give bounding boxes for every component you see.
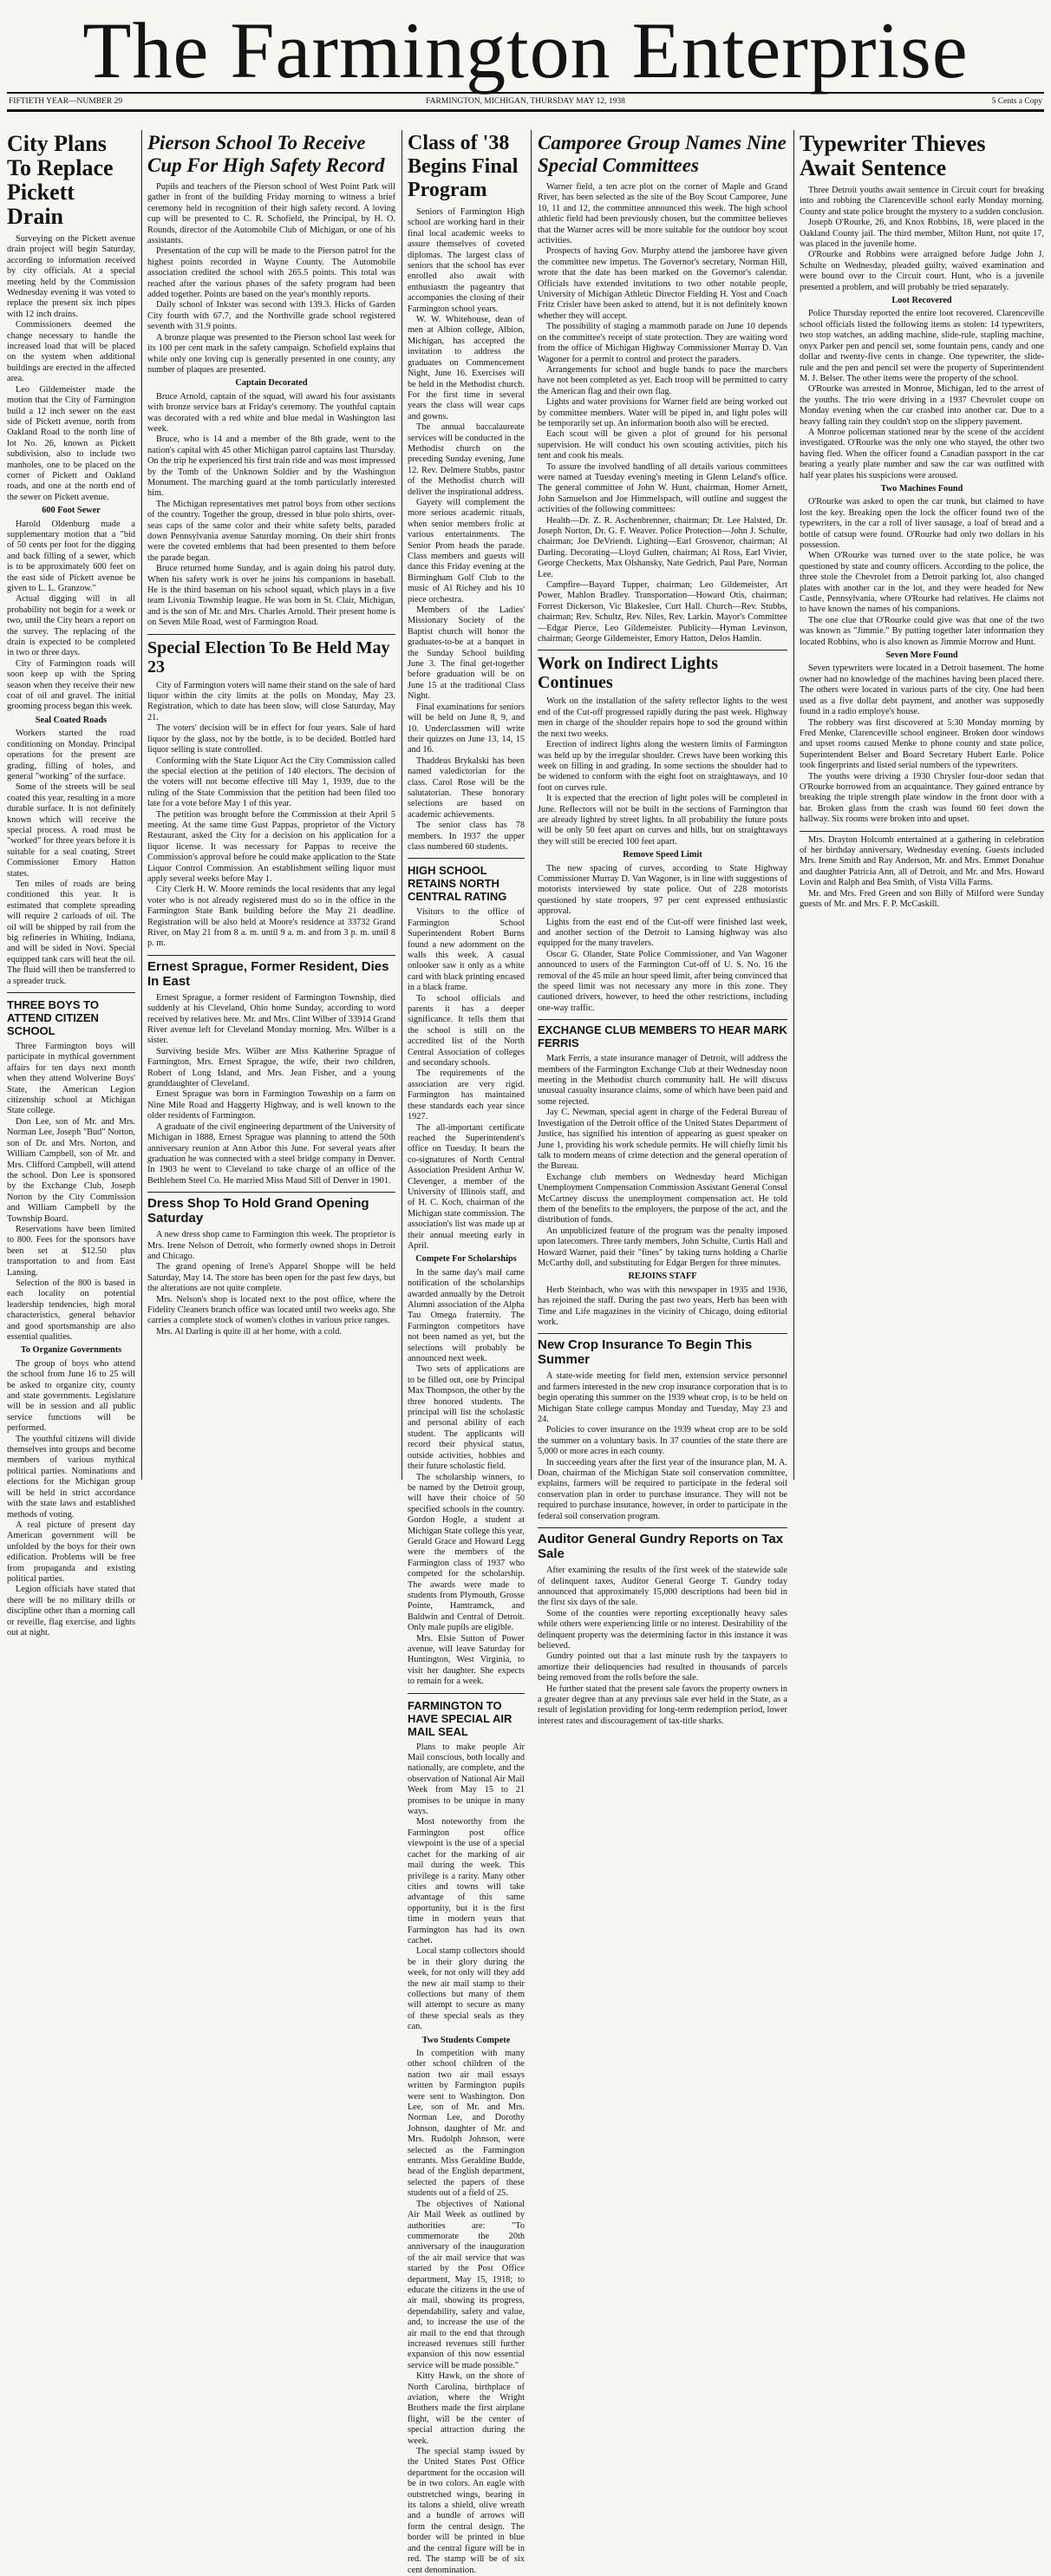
- article-paragraph: After examining the results of the first week of the statewide sale of delinquent taxes, Auditor General George T. Gundry today announced that approximately 15,000 descriptions had been bid in the first six days of the sale.: [538, 1566, 787, 1608]
- article-paragraph: Jay C. Newman, special agent in charge of the Federal Bureau of Investigation of the Detroit office of the United States Department of Justice, has signified his intention of appearing as guest speaker on June 1, providing his work schedule permits. He will chiefly limit his talk to modern means of crime detection and the general operation of the Bureau.: [538, 1108, 787, 1172]
- article-paragraph: Gayety will complement the more serious academic rituals, when senior members frolic at various entertainments. The Senior Prom heads the parade. Class members and guests will dance this Friday evening at the Birmingham Golf Club to the music of Al Richey and his 10 piece orchestra.: [408, 497, 525, 605]
- article-paragraph: Health—Dr. Z. R. Aschenbrenner, chairman; Dr. Lee Halsted, Dr. Joseph Norton, Dr. G. F. Weaver. Police Protection—John J. Schulte, chairman; Joe DeVriendt. Lighting—Earl Grosvenor, chairman; Al Darling. Decorating—Lloyd Gulten, chairman; Al Ross, Earl Vivier, George Checketts, Max Olshansky, Nate Gedrich, Paul Pare, Norman Lee.: [538, 515, 787, 579]
- article-paragraph: Plans to make people Air Mail conscious, both locally and nationally, are complete, and the observation of National Air Mail Week from May 15 to 21 promises to be unique in many ways.: [408, 1742, 525, 1817]
- article-paragraph: The robbery was first discovered at 5:30 Monday morning by Fred Menke, Clarenceville school engineer. Broken door windows and upset rooms caused Menke to phone county and state police, Superintendent Belser and Board Secretary Hubert Earle. Police took fingerprints and listed serial numbers of the typewriters.: [800, 717, 1044, 771]
- article-paragraph: Visitors to the office of Farmington School Superintendent Robert Burns found a new adornment on the walls this week. A casual onlooker saw it only as a white card with black printing encased in a black frame.: [408, 907, 525, 993]
- article-paragraph: Bruce, who is 14 and a member of the 8th grade, went to the nation's capital with 45 other Michigan patrol captains last Thursday. On the trip he experienced his first train ride and was most impressed by the Tomb of the Unknown Soldier and by the Washington Monument. The marching guard at the tomb particularly interested him.: [147, 435, 395, 499]
- headline-ernest-sprague: Ernest Sprague, Former Resident, Dies In East: [147, 955, 395, 989]
- subheading: Two Machines Found: [880, 483, 963, 494]
- article-paragraph: A graduate of the civil engineering department of the University of Michigan in 1888, Ernest Sprague was planning to attend the 50th anniversary reunion at Ann Arbor this June. For several years after graduation he was connected with a steel bridge company in Denver. In 1903 he went to Cleveland to take charge of an office of the Bethlehem Steel Co. He married Miss Maud Sill of Denver in 1901.: [147, 1121, 395, 1186]
- article-paragraph: The annual baccalaureate services will be conducted in the Methodist church on the preceding Sunday evening, June 12. Rev. Delmere Stubbs, pastor of the Methodist church will deliver the inspirational address.: [408, 422, 525, 497]
- article-paragraph: The youthful citizens will divide themselves into groups and become members of various mythical political parties. Nominations and elections for the Michigan group will be held in strict accordance with the state laws and established methods of voting.: [7, 1434, 135, 1520]
- article-paragraph: Lights from the east end of the Cut-off were finished last week, and another section of the Detroit to Lansing highway was also equipped for the many travelers.: [538, 917, 787, 949]
- article-paragraph: The special stamp issued by the United States Post Office department for the occasion will be in two colors. An eagle with outstretched wings, bearing in its talons a shield, olive wreath and a bundle of arrows will form the central design. The border will be printed in blue and the central figure will be in red. The stamp will be of six cent denomination.: [408, 2447, 525, 2575]
- article-paragraph: The grand opening of Irene's Apparel Shoppe will be held Saturday, May 14. The store has been open for the past few days, but the alterations are not quite complete.: [147, 1262, 395, 1294]
- article-paragraph: Legion officials have stated that there will be no military drills or discipline other than a morning call or reveille, flag exercise, and lights out at night.: [7, 1585, 135, 1638]
- article-paragraph: Oscar G. Olander, State Police Commissioner, and Van Wagoner announced to users of the Farmington Cut-off of U. S. No. 16 the removal of the 45 mile an hour speed limit, after being convinced that the speed limit was not necessary any more in this zone. They cautioned drivers, however, to heed the other restrictions, including one-way traffic.: [538, 949, 787, 1013]
- article-paragraph: Final examinations for seniors will be held on June 8, 9, and 10. Underclassmen will write their quizzes on June 13, 14, 15 and 16.: [408, 702, 525, 755]
- article-paragraph: Bruce Arnold, captain of the squad, will award his four assistants with bronze service bars at Friday's ceremony. The youthful captain was decorated with a red white and blue medal in Washington last week.: [147, 391, 395, 434]
- article-paragraph: A state-wide meeting for field men, extension service personnel and farmers interested in the new crop insurance corporation that is to begin operating this summer on the 1939 wheat crop, is to be held on Michigan State college campus Monday and Tuesday, May 23 and 24.: [538, 1371, 787, 1425]
- article-paragraph: Thaddeus Brykalski has been named valedictorian for the class. Carol Rose will be the salutatorian. These honorary selections are based on academic achievements.: [408, 755, 525, 820]
- article-paragraph: Surveying on the Pickett avenue drain project will begin Saturday, according to information received by city officials. At a special meeting held by the Commission Wednesday evening it was voted to replace the present six inch pipes with 12 inch drains.: [7, 234, 135, 319]
- article-paragraph: The objectives of National Air Mail Week as outlined by authorities are: "To commemorate the 20th anniversary of the inauguration of the air mail service that was started by the Post Office department, May 15, 1918; to educate the citizens in the use of air mail, showing its progress, dependability, safety and value, and, to increase the use of the air mail to the end that through increased revenues still further expansion of this now essential service will be made possible.": [408, 2199, 525, 2370]
- article-paragraph: Workers started the road conditioning on Monday. Principal operations for the present are grading, filling of holes, and general "working" of the surface.: [7, 729, 135, 781]
- article-paragraph: The all-important certificate reached the Superintendent's office on Tuesday. It bears the co-signatures of North Central Association President Arthur W. Clevenger, a member of the University of Illinois staff, and of H. C. Koch, chairman of the Michigan state commission. The association's list was made up at their annual meeting early in April.: [408, 1122, 525, 1251]
- subheading: Remove Speed Limit: [623, 850, 702, 860]
- article-paragraph: City of Farmington roads will soon keep up with the Spring season when they receive their new coat of oil and gravel. The initial grooming process began this week.: [7, 658, 135, 712]
- article-paragraph: Ten miles of roads are being conditioned this year. It is estimated that complete spreading will require 2 carloads of oil. The oil will be shipped by rail from the big refineries in Whiting, Indiana, and will be sided in Novi. Special equipped tank cars will heat the oil. The fluid will then be transferred to a spreader truck.: [7, 879, 135, 986]
- article-paragraph: It is expected that the erection of light poles will be completed in June. Reflectors will not be built in the sections of Farmington that are already lighted by street lights. In all probability the future posts will be only 50 feet apart on curves and hills, but on straightaways they will still be erected 100 feet apart.: [538, 794, 787, 847]
- article-paragraph: Conforming with the State Liquor Act the City Commission called the special election at the petition of 140 electors. The decision of the voters will not become effective till May 1, 1939, due to the ruling of the State Commission that the petition had been filed too late for a vote before May 1 of this year.: [147, 755, 395, 809]
- article-paragraph: Some of the counties were reporting exceptionally heavy sales while others were experiencing little or no interest. Desirability of the delinquent property was the determining factor in this instance it was believed.: [538, 1608, 787, 1651]
- article-paragraph: In succeeding years after the first year of the insurance plan, M. A. Doan, chairman of the Michigan State soil conservation committee, explains, farmers will be required to participate in the federal soil conservation plan in order to purchase insurance. They will not be required to purchase insurance, however, in order to participate in the federal soil conservation program.: [538, 1457, 787, 1521]
- masthead-rule-bottom: [7, 109, 1044, 112]
- headline-tax-sale: Auditor General Gundry Reports on Tax Sale: [538, 1527, 787, 1561]
- article-paragraph: The youths were driving a 1930 Chrysler four-door sedan that O'Rourke borrowed from an acquaintance. They gained entrance by breaking the triple strength plate window in the front door with a bar. Broken glass from the crash was found 60 feet down the hallway. Six rooms were broken into and upset.: [800, 771, 1044, 825]
- newspaper-title: The Farmington Enterprise: [82, 6, 969, 95]
- article-paragraph: When O'Rourke was turned over to the state police, he was questioned by state and county officers. According to the police, the three stole the Chevrolet from a Detroit parking lot, also changed plates with another car in the lot, and they were headed for New Castle, Pennsylvania, where O'Rourke had relatives. He claims not to have known the names of his companions.: [800, 551, 1044, 615]
- subheading: To Organize Governments: [20, 1345, 122, 1356]
- article-paragraph: City Clerk H. W. Moore reminds the local residents that any legal voter who is not already registered must do so in the office in the Farmington State Bank building before the May 21 deadline. Registration will be also held at Moore's residence at 33732 Grand River, on May 21 from 8 a. m. until 9 a. m. and from 3 p. m. until 8 p. m.: [147, 885, 395, 949]
- article-paragraph: A new dress shop came to Farmington this week. The proprietor is Mrs. Irene Nelson of Detroit, who formerly owned shops in Detroit and Chicago.: [147, 1230, 395, 1261]
- column-1: [7, 130, 135, 1638]
- headline-crop-insurance: New Crop Insurance To Begin This Summer: [538, 1333, 787, 1367]
- article-separator: [408, 1693, 525, 1694]
- article-paragraph: The one clue that O'Rourke could give was that one of the two was known as "Jimmie." By putting together later information they located Robbins, who is also known as Jimmie Morrow and Hunt.: [800, 615, 1044, 647]
- article-paragraph: Warner field, a ten acre plot on the corner of Maple and Grand River, has been selected as the site of the Boy Scout Camporee, June 10, 11 and 12, the committee announced this week. The high school athletic field had been previously chosen, but the committee believes that the Warner acres will be more suitable for the outdoor boy scout activities.: [538, 182, 787, 246]
- article-paragraph: The requirements of the association are very rigid. Farmington has maintained these standards each year since 1927.: [408, 1069, 525, 1122]
- article-paragraph: W. W. Whitehouse, dean of men at Albion college, Albion, Michigan, has accepted the invitation to address the graduates on Commencement Night, June 16. Exercises will be held in the Methodist church. For the first time in several years the class will wear caps and gowns.: [408, 315, 525, 422]
- article-paragraph: Mr. and Mrs. Fred Green and son Billy of Milford were Sunday guests of Mr. and Mrs. F. P. McCaskill.: [800, 888, 1044, 909]
- article-paragraph: Actual digging will in all probability not begin for a week or two, until the City hears a report on the survey. The replacing of the drain is expected to be completed in two or three days.: [7, 594, 135, 658]
- article-paragraph: In the same day's mail came notification of the scholarships awarded annually by the Detroit Alumni association of the Alpha Tau Omega fraternity. The Farmington competitors have not been named as yet, but the selections will probably be announced next week.: [408, 1267, 525, 1364]
- article-separator: [800, 831, 1044, 832]
- article-paragraph: Two sets of applications are to be filled out, one by Principal Max Thompson, the other by the three honored students. The principal will list the scholastic and personal ability of each student. The applicants will record their physical status, outside activities, hobbies and their future scholastic field.: [408, 1364, 525, 1472]
- article-paragraph: To assure the involved handling of all details various committees were named at Tuesday evening's meeting in Glenn Leland's office. The general committee of John W. Hunt, chairman, Homer Arnett, John Samuelson and Joe Himmelspach, will outline and suggest the activities of the following committees:: [538, 461, 787, 515]
- subheading: Seal Coated Roads: [35, 715, 108, 725]
- column-3: [408, 130, 525, 2575]
- dateline: FARMINGTON, MICHIGAN, THURSDAY MAY 12, 1938: [426, 97, 625, 106]
- article-paragraph: Reservations have been limited to 800. Fees for the sponsors have been set at $12.50 plus transportation to and from East Lansing.: [7, 1224, 135, 1278]
- article-paragraph: Each scout will be given a plot of ground for his personal supervision. He will conduct his own scouting activities, pitch his tent and cook his meals.: [538, 429, 787, 461]
- article-separator: [7, 992, 135, 993]
- article-paragraph: Some of the streets will be seal coated this year, resulting in a more durable surface. It is not definitely known which will receive the special process. A road must be "worked" for three years before it is suitable for a seal coating, Street Commissioner Emory Hatton states.: [7, 782, 135, 879]
- article-paragraph: City of Farmington voters will name their stand on the sale of hard liquor within the city limits at the polls on Monday, May 23. Registration, which to date has been slow, will close Saturday, May 21.: [147, 680, 395, 722]
- subheading: Seven More Found: [885, 651, 958, 661]
- column-divider: [531, 130, 532, 1480]
- article-paragraph: Seven typewriters were located in a Detroit basement. The home owner had no knowledge of the machines having been placed there. The others were located in various parts of the city. One had been used as a five dollar debt payment, and another was supposedly found in a radio employe's house.: [800, 664, 1044, 717]
- article-paragraph: The possibility of staging a mammoth parade on June 10 depends on the committee's receipt of state protection. They are waiting word from the office of Michigan Highway Commissioner Murray D. Van Wagoner for a permit to control and protect the paraders.: [538, 322, 787, 364]
- article-paragraph: Work on the installation of the safety reflector lights to the west end of the Cut-off progressed rapidly during the past week. Highway men in charge of the shoulder repairs hope to sod the ground within the next two weeks.: [538, 696, 787, 739]
- headline-north-central: HIGH SCHOOL RETAINS NORTH CENTRAL RATING: [408, 864, 507, 904]
- article-paragraph: To school officials and parents it has a deeper significance. It tells them that the school is still on the accredited list of the North Central Association of colleges and secondary schools.: [408, 993, 525, 1069]
- article-paragraph: Members of the Ladies' Missionary Society of the Baptist church will honor the graduates-to-be at a banquet in the Sunday School building June 3. The final get-together before graduation will be on June 15 at the traditional Class Night.: [408, 605, 525, 702]
- headline-dress-shop: Dress Shop To Hold Grand Opening Saturday: [147, 1192, 395, 1226]
- column-5: [800, 130, 1044, 1480]
- article-paragraph: Kitty Hawk, on the shore of North Carolina, birthplace of aviation, where the Wright Brothers made the first airplane flight, will be the center of special attraction during the week.: [408, 2371, 525, 2446]
- article-paragraph: The new spacing of curves, according to State Highway Commissioner Murray D. Van Wagoner, is in line with suggestions of motorists interviewed by state police. Out of 228 motorists questioned by state troopers, 97 per cent expressed enthusiastic approval.: [538, 863, 787, 917]
- column-2: [147, 130, 395, 1480]
- article-paragraph: In competition with many other school children of the nation two air mail essays written by Farmington pupils were sent to Washington. Don Lee, son of Mr. and Mrs. Norman Lee, and Dorothy Johnson, daughter of Mr. and Mrs. Rudolph Johnson, were selected as the Farmington entrants. Miss Geraldine Budde, head of the English department, selected the papers of these students out of a field of 25.: [408, 2049, 525, 2199]
- article-paragraph: Prospects of having Gov. Murphy attend the jamboree have given the committee new impetus. The Governor's secretary, Norman Hill, wrote that the date has been marked on the Governor's calendar. Officials have extended invitations to two other notable people, University of Michigan Athletic Director Fielding H. Yost and Coach Fritz Crisler have been asked to attend, but it is not definitely known whether they will accept.: [538, 246, 787, 321]
- article-paragraph: Policies to cover insurance on the 1939 wheat crop are to be sold the summer on a voluntary basis. In 37 counties of the state there are 5,000 or more acres in each county.: [538, 1425, 787, 1457]
- article-paragraph: Presentation of the cup will be made to the Pierson patrol for the highest points recorded in Wayne County. The Automobile association credited the school with 265.5 points. This total was reached after the various phases of the safety program had been added together. Points are based on the year's monthly reports.: [147, 246, 395, 300]
- article-paragraph: O'Rourke and Robbins were arraigned before Judge John J. Schulte on Wednesday, pleaded guilty, waived examination and were bound over to the Circuit court. Hunt, who is a juvenile presented a problem, and will probably be tried separately.: [800, 250, 1044, 292]
- article-paragraph: The scholarship winners, to be named by the Detroit group, will have their choice of 50 specified schools in the country. Gordon Hogle, a student at Michigan State college this year, Gerald Grace and Howard Legg were the members of the Farmington class of 1937 who competed for the scholarship. The awards were made to students from Plymouth, Grosse Pointe, Hamtramck, and Baldwin and Central of Detroit. Only male pupils are eligible.: [408, 1472, 525, 1633]
- headline-typewriter-thieves: Typewriter Thieves Await Sentence: [800, 131, 986, 180]
- article-paragraph: Mark Ferris, a state insurance manager of Detroit, will address the members of the Farmington Exchange Club at their Wednesday noon meeting in the Methodist church community hall. He will discuss unusual casualty insurance claims, some of which have been paid and some rejected.: [538, 1054, 787, 1107]
- column-divider: [793, 130, 794, 1480]
- headline-special-election: Special Election To Be Held May 23: [147, 634, 395, 677]
- article-paragraph: Joseph O'Rourke, 26, and Knox Robbins, 18, were placed in the Oakland County jail. The third member, Milton Hunt, not quite 17, was placed in the juvenile home.: [800, 218, 1044, 250]
- article-paragraph: Mrs. Elsie Sutton of Power avenue, will leave Saturday for Huntington, West Virginia, to visit her daughter. She expects to remain for a week.: [408, 1633, 525, 1687]
- article-paragraph: Gundry pointed out that a last minute rush by the taxpayers to amortize their delinquencies had resulted in thousands of parcels being removed from the rolls before the sale.: [538, 1651, 787, 1684]
- article-paragraph: An unpublicized feature of the program was the penalty imposed upon latecomers. Three tardy members, John Schulte, Curtis Hall and Howard Warner, paid their "fines" by taking turns holding a Charlie McCarthy doll, and substituting for Edgar Bergen for three minutes.: [538, 1226, 787, 1268]
- subheading: Two Students Compete: [421, 2035, 511, 2045]
- article-paragraph: Exchange club members on Wednesday heard Michigan Unemployment Compensation Commission Assistant General Consul McCartney discuss the unemployment compensation act. He told them of the benefits to the employers, the purpose of the act, and the distribution of funds.: [538, 1172, 787, 1226]
- article-paragraph: Arrangements for school and bugle bands to pace the marchers have not been completed as yet. Each troop will be permitted to carry the American flag and their own flag.: [538, 364, 787, 396]
- article-paragraph: Seniors of Farmington High school are working hard in their final local academic weeks to assure themselves of coveted diplomas. The largest class of seniors that the school has ever enrolled also await with enthusiasm the pageantry that accompanies the closing of their Farmington school years.: [408, 207, 525, 314]
- volume-number: FIFTIETH YEAR—NUMBER 29: [9, 97, 123, 106]
- subheading: REJOINS STAFF: [628, 1272, 697, 1282]
- headline-pickett-drain: City Plans To Replace Pickett Drain: [7, 131, 114, 229]
- article-paragraph: Erection of indirect lights along the western limits of Farmington was held up by the irregular shoulder. Crews have been working this week on filling in and grading. In some sections the shoulder had to be widened to conform with the eight foot on straightaways, and 10 foot on curves rule.: [538, 740, 787, 793]
- article-paragraph: Bruce returned home Sunday, and is again doing his patrol duty. When his safety work is over he joins his companions in baseball. He is the third baseman on his school squad, which plays in a five team Livonia Township league. He was born in St. Clair, Michigan, and is the son of Mr. and Mrs. Charles Arnold. Their present home is on Seven Mile Road, west of Farmington Road.: [147, 564, 395, 628]
- article-paragraph: Campfire—Bayard Tupper, chairman; Leo Gildemeister, Art Power, Mahlon Bradley. Transportation—Howard Otis, chairman; Forrest Dickerson, Vic Blakeslee, Curt Hall. Church—Rev. Stubbs, chairman; Rev. Schultz, Rev. Niles, Rev. Larkin. Mayor's Committee—Edgar Pierce, Leo Gildemeister. Publicity—Hyman Levinson, chairman; George Gildemeister, Emory Hatton, Delos Hamlin.: [538, 580, 787, 644]
- column-divider: [141, 130, 142, 1480]
- subheading: Loot Recovered: [891, 296, 952, 306]
- article-paragraph: A bronze plaque was presented to the Pierson school last week for its 100 per cent mark in the safety campaign. Schofield explains that while only one loving cup is generally presented in one county, any number of plaques are presented.: [147, 332, 395, 375]
- article-paragraph: Lights and water provisions for Warner field are being worked out by committee members. Water will be piped in, and light poles will be temporarily set up. An information booth also will be erected.: [538, 397, 787, 428]
- article-paragraph: Herb Steinbach, who was with this newspaper in 1935 and 1936, has rejoined the staff. During the past two years, Herb has been with Time and Life magazines in the vicinity of Chicago, doing editorial work.: [538, 1285, 787, 1327]
- article-paragraph: The senior class has 78 members. In 1937 the upper class numbered 60 students.: [408, 821, 525, 852]
- article-paragraph: Commissioners deemed the change necessary to handle the increased load that will be placed on the system when additional buildings are erected in the affected area.: [7, 320, 135, 384]
- article-paragraph: Three Detroit youths await sentence in Circuit court for breaking into and robbing the Clarenceville school early Monday morning. County and state police brought the mystery to a sudden conclusion.: [800, 186, 1044, 217]
- article-paragraph: Harold Oldenburg made a supplementary motion that a "bid of 50 cents per foot for the digging and back filling of a sewer, which is to be approximately 600 feet on the east side of Pickett avenue be given to L. L. Granzow.": [7, 519, 135, 593]
- headline-pierson-school: Pierson School To Receive Cup For High Safety Record: [147, 132, 385, 176]
- headline-citizen-school: THREE BOYS TO ATTEND CITIZEN SCHOOL: [7, 998, 99, 1038]
- article-paragraph: Most noteworthy from the Farmington post office viewpoint is the use of a special cachet for the marking of air mail during the week. This privilege is a rarity. Many other cities and towns will take advantage of this same opportunity, but it is the first time in modern years that Farmington has had its own cachet.: [408, 1817, 525, 1945]
- article-paragraph: O'Rourke was asked to open the car trunk, but claimed to have lost the key. Breaking open the lock the officer found two of the typewriters, in the car a roll of liver sausage, a loaf of bread and a bottle of catsup were found. O'Rourke had only two dollars in his possession.: [800, 497, 1044, 550]
- article-paragraph: Ernest Sprague was born in Farmington Township on a farm on Nine Mile Road and Haggerty Highway, and is well known to the older residents of Farmington.: [147, 1089, 395, 1121]
- article-separator: [408, 858, 525, 859]
- article-paragraph: Ernest Sprague, a former resident of Farmington Township, died suddenly at his Cleveland, Ohio home Sunday, according to word received by relatives here. Mr. and Mrs. Clint Wilber of 33914 Grand River avenue left for Cleveland Monday morning. Mrs. Wilber is a sister.: [147, 992, 395, 1046]
- column-divider: [401, 130, 402, 1480]
- masthead: [0, 0, 1051, 111]
- article-paragraph: The petition was brought before the Commission at their April 5 meeting. At the same time Gust Pappas, proprietor of the Victory Restaurant, asked the City for a decision on his application for a liquor license. It was necessary for Pappas to receive the Commission's approval before he could make application to the State Liquor Control Commission. An establishment selling liquor must apply several weeks before May 1.: [147, 809, 395, 884]
- column-4: [538, 130, 787, 1726]
- subheading: Compete For Scholarships: [415, 1254, 517, 1265]
- article-paragraph: Three Farmington boys will participate in mythical government affairs for ten days next month when they attend Wolverine Boys' State, the American Legion citizenship school at Michigan State college.: [7, 1042, 135, 1116]
- article-paragraph: A real picture of present day American government will be unfolded by the boys for their own edification. Problems will be free from propaganda and existing political parties.: [7, 1520, 135, 1584]
- article-paragraph: The group of boys who attend the school from June 16 to 25 will be asked to organize city, county and state governments. Legislature will be in session and all public service functions will be performed.: [7, 1358, 135, 1434]
- article-paragraph: Pupils and teachers of the Pierson school of West Point Park will gather in front of the building Friday morning to witness a brief ceremony held in recognition of their high safety record. A loving cup will be presented to C. R. Schofield, the Principal, by H. O. Rounds, director of the Automobile Club of Michigan, or one of his assistants.: [147, 182, 395, 246]
- article-paragraph: Mrs. Nelson's shop is located next to the post office, where the Fidelity Cleaners branch office was located until two weeks ago. She carries a complete stock of women's clothes in various price ranges.: [147, 1294, 395, 1326]
- article-paragraph: He further stated that the present sale favors the property owners in a greater degree than at any previous sale ever held in the State, as a result of legislation providing for long-term redemption period, lower interest rates and discouragement of tax-title sharks.: [538, 1684, 787, 1726]
- article-paragraph: Mrs. Al Darling is quite ill at her home, with a cold.: [156, 1326, 342, 1337]
- headline-camporee: Camporee Group Names Nine Special Committees: [538, 132, 787, 176]
- article-paragraph: The voters' decision will be in effect for four years. Sale of hard liquor by the glass, not by the bottle, is to be decided. Bottled hard liquor selling is state controlled.: [147, 723, 395, 755]
- article-paragraph: Mrs. Drayton Holcomb entertained at a gathering in celebration of her birthday anniversary, Wednesday evening. Guests included Mrs. Irene Smith and Ray Anderson, Mr. and Mrs. Emmet Donahue and daughter Patricia Ann, all of Detroit, and Mr. and Mrs. Howard Lovin and Ralph and Bea Smith, of Vista Villa Farms.: [800, 834, 1044, 888]
- article-paragraph: A Monroe policeman stationed near by the scene of the accident investigated. O'Rourke was the only one who stayed, the other two having fled. When the officer found a Canadian passport in the car bearing a yearly plate number and saw the car was outfitted with half year plates his suspicions were aroused.: [800, 427, 1044, 481]
- price: 5 Cents a Copy: [991, 97, 1042, 106]
- article-paragraph: Selection of the 800 is based in each locality on potential leadership tendencies, high moral characteristics, general behavior and good sportsmanship are also essential qualities.: [7, 1278, 135, 1342]
- article-paragraph: Daily school of Inkster was second with 139.3. Hicks of Garden City fourth with 67.7, and the Northville grade school registered seventh with 31.9 points.: [147, 300, 395, 332]
- article-paragraph: The Michigan representatives met patrol boys from other sections of the country. Together the group, dressed in blue polo shirts, over-seas caps of the same color and their white safety belts, paraded down Pennsylvania avenue Saturday morning. On their shirt fronts were the coveted emblems that had been presented to them before the parade began.: [147, 499, 395, 563]
- article-paragraph: Local stamp collectors should be in their glory during the week, for not only will they add the new air mail stamp to their collections but many of them will attempt to secure as many of these special seals as they can.: [408, 1946, 525, 2032]
- subheading: Captain Decorated: [235, 378, 308, 389]
- article-paragraph: Police Thursday reported the entire loot recovered. Clarenceville school officials listed the following items as stolen: 14 typewriters, two stop watches, an adding machine, slide-rule, stapling machine, onyx Parker pen and pencil set, some fountain pens, candy and one dollar and twenty-five cents in change. One typewriter, the slide-rule and the pen and pencil set were the property of Superintendent M. J. Belser. The other items were the property of the school.: [800, 309, 1044, 383]
- headline-air-mail-seal: FARMINGTON TO HAVE SPECIAL AIR MAIL SEAL: [408, 1698, 512, 1738]
- headline-class-of-38: Class of '38 Begins Final Program: [408, 132, 519, 201]
- article-paragraph: Don Lee, son of Mr. and Mrs. Norman Lee, Joseph "Bud" Norton, son of Dr. and Mrs. Norton, and William Campbell, son of Mr. and Mrs. Clifford Campbell, will attend the school. Don Lee is sponsored by the Exchange Club, Joseph Norton by the City Commission and William Campbell by the Township Board.: [7, 1116, 135, 1224]
- article-paragraph: Leo Gildemeister made the motion that the City of Farmington build a 12 inch sewer on the east side of Pickett avenue, north from Oakland Road to the north line of lot No. 26, known as Pickett subdivision, also to include two manholes, one to be placed on the corner of Pickett and Oakland roads, and one at the north end of the sewer on Pickett avenue.: [7, 384, 135, 502]
- masthead-rule-top: [7, 92, 1044, 94]
- headline-exchange-club: EXCHANGE CLUB MEMBERS TO HEAR MARK FERRIS: [538, 1019, 787, 1049]
- article-paragraph: Surviving beside Mrs. Wilber are Miss Katherine Sprague of Farmington, Mrs. Ernest Sprague, the wife, their two children, Robert of Long Island, and Mrs. Jean Fisher, and a young granddaughter of Cleveland.: [147, 1046, 395, 1089]
- subheading: 600 Foot Sewer: [42, 506, 101, 516]
- article-paragraph: O'Rourke was arrested in Monroe, Michigan, led to the arrest of the youths. The trio were driving in a 1937 Chevrolet coupe on Monday evening when the car crashed into another car. Due to a heavy falling rain they couldn't stop on the slippery pavement.: [800, 384, 1044, 427]
- headline-indirect-lights: Work on Indirect Lights Continues: [538, 650, 787, 692]
